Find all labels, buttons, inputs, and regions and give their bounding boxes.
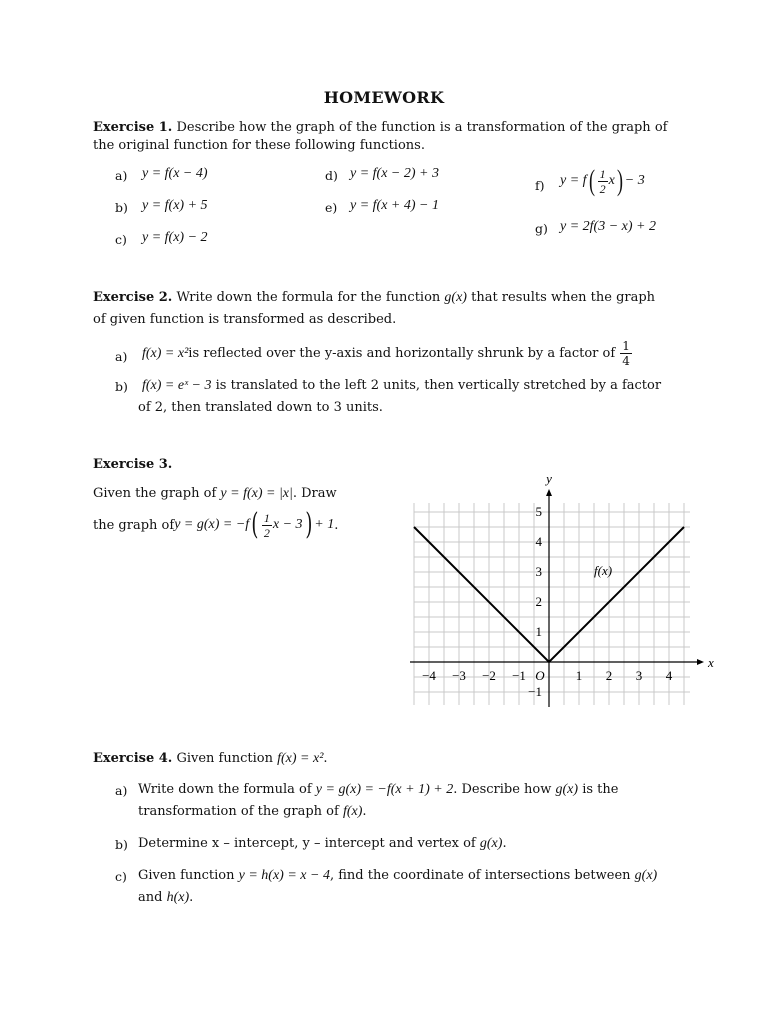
y-tick-label: 5 bbox=[535, 504, 542, 519]
ex1-item-math: y = f(x) + 5 bbox=[142, 198, 208, 213]
exercise-3-heading: Exercise 3. bbox=[93, 457, 173, 472]
ex1-item-label: c) bbox=[115, 232, 127, 247]
ex2-item-label: b) bbox=[115, 379, 128, 394]
x-tick-label: 3 bbox=[635, 668, 643, 683]
ex1-item-math: y = f(x) − 2 bbox=[142, 230, 208, 245]
ex1-item-label: d) bbox=[325, 168, 338, 183]
y-tick-label: −1 bbox=[528, 684, 542, 699]
ex1-item-math: y = f(x + 4) − 1 bbox=[350, 198, 439, 213]
ex4-item-a-line1: Write down the formula of y = g(x) = −f(x + 1) + 2. Describe how g(x) is the bbox=[138, 782, 619, 797]
exercise-2-intro: Exercise 2. Write down the formula for the function g(x) that results when the graph bbox=[93, 290, 656, 305]
ex1-item-math: y = 2f(3 − x) + 2 bbox=[560, 219, 656, 234]
origin-label: O bbox=[535, 668, 545, 683]
ex2-item-b-text-line2: of 2, then translated down to 3 units. bbox=[138, 400, 383, 415]
ex1-item-label: f) bbox=[535, 178, 545, 193]
ex4-item-b: Determine x – intercept, y – intercept and vertex of g(x). bbox=[138, 836, 507, 851]
exercise-1-heading: Exercise 1. bbox=[93, 120, 173, 135]
exercise-3-line1: Given the graph of y = f(x) = |x|. Draw bbox=[93, 486, 337, 501]
x-axis-arrow bbox=[697, 659, 704, 665]
ex4-item-c-line2: and h(x). bbox=[138, 890, 194, 905]
ex1-item-math: y = f(x − 4) bbox=[142, 166, 208, 181]
y-axis-label: y bbox=[546, 471, 552, 486]
exercise-1-intro-line2: the original function for these following functions. bbox=[93, 138, 425, 153]
ex4-item-label: b) bbox=[115, 837, 128, 852]
ex4-item-label: c) bbox=[115, 869, 127, 884]
absolute-value-graph bbox=[400, 471, 714, 710]
x-tick-label: −3 bbox=[452, 668, 466, 683]
x-tick-label: 4 bbox=[665, 668, 673, 683]
y-axis-arrow bbox=[546, 489, 552, 496]
curve-label: f(x) bbox=[594, 563, 613, 578]
ex1-item-math: y = f ( $\frac{1}{2}$ x ) − 3 bbox=[560, 164, 645, 197]
page-title: HOMEWORK bbox=[323, 88, 445, 107]
ex2-item-b-text: f(x) = eˣ − 3 is translated to the left 2 units, then vertically stretched by a factor bbox=[142, 378, 662, 393]
ex4-item-label: a) bbox=[115, 783, 128, 798]
ex1-item-label: b) bbox=[115, 200, 128, 215]
ex2-item-a-text: f(x) = x² is reflected over the y-axis and horizontally shrunk by a factor of $\frac{1}{4}$ bbox=[142, 339, 630, 368]
ex2-item-label: a) bbox=[115, 349, 128, 364]
exercise-4-intro: Exercise 4. Given function f(x) = x². bbox=[93, 751, 328, 766]
x-tick-label: 2 bbox=[605, 668, 613, 683]
x-tick-label: −4 bbox=[422, 668, 436, 683]
y-tick-label: 2 bbox=[535, 594, 542, 609]
exercise-2-intro-line2: of given function is transformed as described. bbox=[93, 312, 397, 327]
x-tick-label: −1 bbox=[512, 668, 526, 683]
ex4-item-c-line1: Given function y = h(x) = x − 4, find the coordinate of intersections between g(x) bbox=[138, 868, 658, 883]
ex1-item-math: y = f(x − 2) + 3 bbox=[350, 166, 439, 181]
exercise-2-heading: Exercise 2. bbox=[93, 290, 173, 305]
ex4-item-a-line2: transformation of the graph of f(x). bbox=[138, 804, 367, 819]
exercise-4-heading: Exercise 4. bbox=[93, 751, 173, 766]
ex1-item-label: g) bbox=[535, 221, 548, 236]
x-tick-label: −2 bbox=[482, 668, 496, 683]
x-tick-label: 1 bbox=[575, 668, 583, 683]
ex1-item-label: a) bbox=[115, 168, 128, 183]
y-tick-label: 1 bbox=[535, 624, 542, 639]
exercise-1-intro: Exercise 1. Describe how the graph of the function is a transformation of the graph of bbox=[93, 120, 668, 135]
ex1-item-label: e) bbox=[325, 200, 338, 215]
x-axis-label: x bbox=[708, 655, 714, 670]
exercise-3-line2: the graph of y = g(x) = −f ( $\frac{1}{2}$ x − 3 ) + 1 . bbox=[93, 507, 339, 542]
y-tick-label: 4 bbox=[535, 534, 542, 549]
y-tick-label: 3 bbox=[535, 564, 542, 579]
